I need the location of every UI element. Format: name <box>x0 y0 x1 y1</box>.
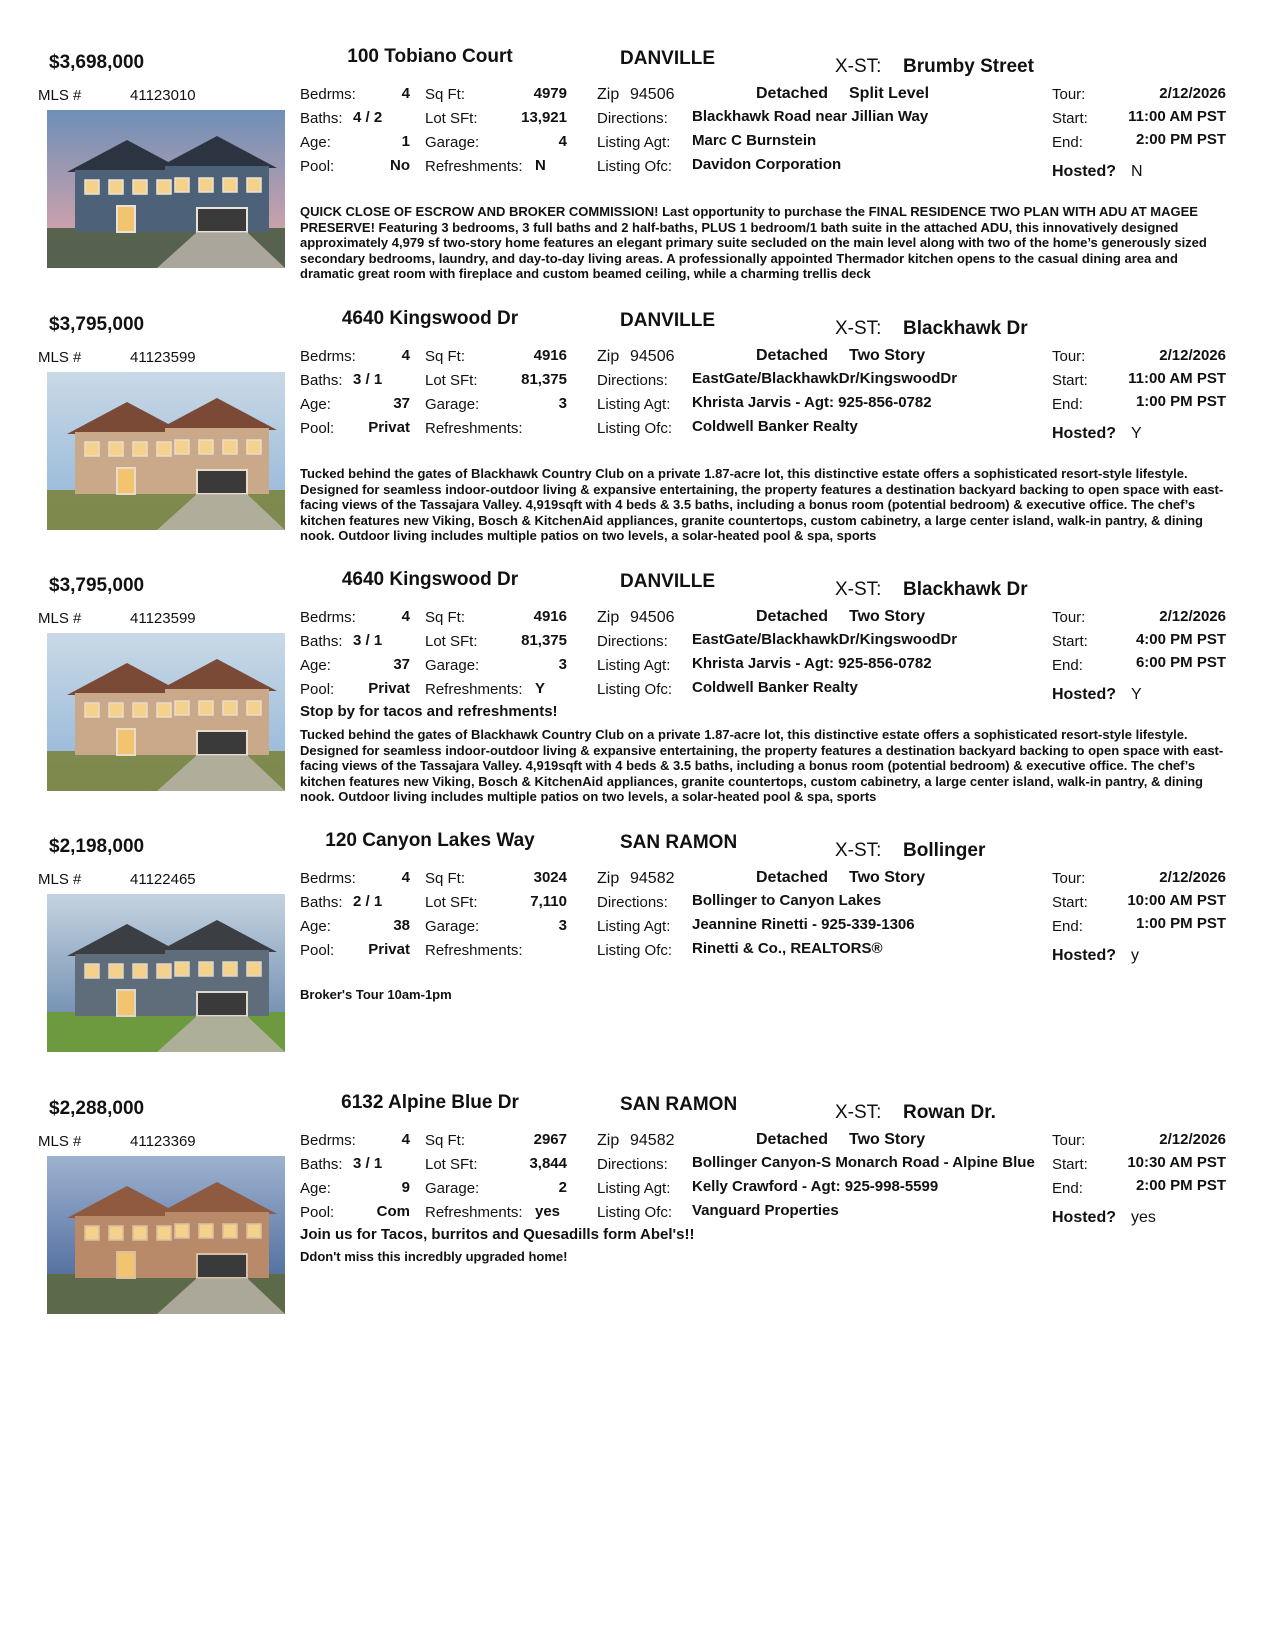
office-label: Listing Ofc: <box>597 420 673 437</box>
end-time: 2:00 PM PST <box>1135 1177 1226 1194</box>
office-label: Listing Ofc: <box>597 1204 673 1221</box>
listing-remarks: Tucked behind the gates of Blackhawk Country Club on a private 1.87-acre lot, this distinctive estate offers a sophisticated resort-style lifestyle. Designed for seamless indoor-outdoor living & expansive entertaining, the property features a destination backyard backing to open space with east-facing views of the Tassajara Valley. 4,919sqft with 4 beds & 3.5 baths, including a bonus room (potential bedroom) & executive office. The chef’s kitchen features new Viking, Bosch & KitchenAid appliances, granite countertops, custom cabinetry, a large center island, walk-in pantry, & dining nook. Outdoor living includes multiple patios on two levels, a solar-heated pool & spa, sports <box>300 727 1224 804</box>
bedrooms-label: Bedrms: <box>300 609 356 626</box>
tour-label: Tour: <box>1052 870 1086 887</box>
office-label: Listing Ofc: <box>597 158 673 175</box>
cross-street-value: Bollinger <box>903 840 986 861</box>
start-time: 11:00 AM PST <box>1128 370 1226 387</box>
hosted-value: Y <box>1131 686 1142 703</box>
lot-label: Lot SFt: <box>425 894 478 911</box>
garage-label: Garage: <box>425 918 480 935</box>
garage-value: 3 <box>558 656 567 673</box>
lot-value: 7,110 <box>530 893 567 910</box>
sqft-label: Sq Ft: <box>425 609 466 626</box>
property-style: Two Story <box>849 608 926 625</box>
end-label: End: <box>1052 1180 1083 1197</box>
listing-price: $3,698,000 <box>49 52 145 73</box>
tour-note-secondary: Ddon't miss this incredbly upgraded home! <box>300 1249 568 1264</box>
age-value: 38 <box>393 917 410 934</box>
zip-label: Zip <box>597 86 620 103</box>
listing-card <box>0 826 1275 1086</box>
agent-value: Jeannine Rinetti - 925-339-1306 <box>692 916 915 933</box>
mls-label: MLS # <box>38 1133 82 1150</box>
baths-label: Baths: <box>300 1156 343 1173</box>
start-label: Start: <box>1052 110 1088 127</box>
agent-label: Listing Agt: <box>597 134 671 151</box>
bedrooms-value: 4 <box>401 869 410 886</box>
listing-price: $2,198,000 <box>49 836 145 857</box>
listing-price: $2,288,000 <box>49 1098 145 1119</box>
directions-value: Blackhawk Road near Jillian Way <box>692 108 929 125</box>
property-photo[interactable] <box>47 110 285 268</box>
sqft-label: Sq Ft: <box>425 870 466 887</box>
age-value: 1 <box>401 133 410 150</box>
lot-label: Lot SFt: <box>425 372 478 389</box>
lot-label: Lot SFt: <box>425 1156 478 1173</box>
zip-label: Zip <box>597 348 620 365</box>
mls-number: 41123599 <box>130 349 196 366</box>
mls-number: 41123369 <box>130 1133 196 1150</box>
start-label: Start: <box>1052 894 1088 911</box>
property-type: Detached <box>756 85 829 102</box>
tour-note-secondary: Broker's Tour 10am-1pm <box>300 987 452 1002</box>
start-label: Start: <box>1052 372 1088 389</box>
zip-label: Zip <box>597 870 620 887</box>
listing-address: 100 Tobiano Court <box>347 46 513 67</box>
hosted-value: yes <box>1131 1209 1156 1226</box>
garage-label: Garage: <box>425 1180 480 1197</box>
bedrooms-value: 4 <box>401 347 410 364</box>
garage-value: 2 <box>558 1179 567 1196</box>
agent-value: Marc C Burnstein <box>692 132 817 149</box>
listing-address: 120 Canyon Lakes Way <box>325 830 535 851</box>
cross-street-label: X-ST: <box>835 840 882 861</box>
listing-price: $3,795,000 <box>49 314 145 335</box>
office-value: Rinetti & Co., REALTORS® <box>692 940 883 957</box>
cross-street-label: X-ST: <box>835 579 882 600</box>
refreshments-label: Refreshments: <box>425 158 523 175</box>
pool-label: Pool: <box>300 942 335 959</box>
agent-label: Listing Agt: <box>597 657 671 674</box>
directions-label: Directions: <box>597 372 668 389</box>
baths-label: Baths: <box>300 372 343 389</box>
bedrooms-label: Bedrms: <box>300 86 356 103</box>
baths-label: Baths: <box>300 894 343 911</box>
end-label: End: <box>1052 396 1083 413</box>
hosted-label: Hosted? <box>1052 947 1116 964</box>
age-value: 37 <box>393 656 410 673</box>
tour-date: 2/12/2026 <box>1159 608 1226 625</box>
directions-value: EastGate/BlackhawkDr/KingswoodDr <box>692 631 958 648</box>
age-label: Age: <box>300 657 331 674</box>
bedrooms-value: 4 <box>401 1131 410 1148</box>
hosted-label: Hosted? <box>1052 163 1116 180</box>
pool-value: Privat <box>368 941 410 958</box>
tour-date: 2/12/2026 <box>1159 1131 1226 1148</box>
lot-value: 3,844 <box>529 1155 567 1172</box>
garage-value: 3 <box>558 917 567 934</box>
sqft-value: 4916 <box>533 347 567 364</box>
tour-label: Tour: <box>1052 86 1086 103</box>
start-time: 11:00 AM PST <box>1128 108 1226 125</box>
office-label: Listing Ofc: <box>597 942 673 959</box>
garage-label: Garage: <box>425 396 480 413</box>
cross-street-value: Blackhawk Dr <box>903 579 1028 600</box>
bedrooms-value: 4 <box>401 608 410 625</box>
hosted-value: N <box>1131 163 1143 180</box>
agent-value: Khrista Jarvis - Agt: 925-856-0782 <box>692 655 932 672</box>
pool-label: Pool: <box>300 420 335 437</box>
cross-street-value: Rowan Dr. <box>903 1102 996 1123</box>
end-time: 2:00 PM PST <box>1135 131 1226 148</box>
bedrooms-label: Bedrms: <box>300 1132 356 1149</box>
lot-value: 13,921 <box>521 109 567 126</box>
sqft-value: 4979 <box>533 85 567 102</box>
pool-value: Privat <box>368 419 410 436</box>
property-photo[interactable] <box>47 1156 285 1314</box>
office-label: Listing Ofc: <box>597 681 673 698</box>
tour-note: Join us for Tacos, burritos and Quesadills form Abel's!! <box>300 1226 695 1243</box>
end-time: 1:00 PM PST <box>1135 393 1226 410</box>
agent-label: Listing Agt: <box>597 1180 671 1197</box>
property-type: Detached <box>756 608 829 625</box>
garage-label: Garage: <box>425 657 480 674</box>
tour-date: 2/12/2026 <box>1159 347 1226 364</box>
age-value: 37 <box>393 395 410 412</box>
start-time: 10:00 AM PST <box>1127 892 1226 909</box>
mls-label: MLS # <box>38 871 82 888</box>
zip-value: 94506 <box>630 609 675 626</box>
tour-note: Stop by for tacos and refreshments! <box>300 703 558 720</box>
lot-label: Lot SFt: <box>425 633 478 650</box>
listing-remarks: Tucked behind the gates of Blackhawk Country Club on a private 1.87-acre lot, this distinctive estate offers a sophisticated resort-style lifestyle. Designed for seamless indoor-outdoor living & expansive entertaining, the property features a destination backyard backing to open space with east-facing views of the Tassajara Valley. 4,919sqft with 4 beds & 3.5 baths, including a bonus room (potential bedroom) & executive office. The chef’s kitchen features new Viking, Bosch & KitchenAid appliances, granite countertops, custom cabinetry, a large center island, walk-in pantry, & dining nook. Outdoor living includes multiple patios on two levels, a solar-heated pool & spa, sports <box>300 466 1224 543</box>
age-label: Age: <box>300 918 331 935</box>
baths-label: Baths: <box>300 633 343 650</box>
directions-label: Directions: <box>597 1156 668 1173</box>
listing-address: 4640 Kingswood Dr <box>341 569 519 590</box>
bedrooms-label: Bedrms: <box>300 870 356 887</box>
agent-value: Khrista Jarvis - Agt: 925-856-0782 <box>692 394 932 411</box>
listing-card <box>0 1088 1275 1348</box>
baths-value: 4 / 2 <box>353 109 383 126</box>
refreshments-label: Refreshments: <box>425 942 523 959</box>
property-photo[interactable] <box>47 894 285 1052</box>
listing-card <box>0 304 1275 564</box>
refreshments-value: N <box>535 157 546 174</box>
listing-address: 6132 Alpine Blue Dr <box>341 1092 519 1113</box>
age-label: Age: <box>300 134 331 151</box>
zip-value: 94506 <box>630 86 675 103</box>
zip-value: 94582 <box>630 870 675 887</box>
pool-value: No <box>390 157 410 174</box>
directions-label: Directions: <box>597 894 668 911</box>
zip-value: 94506 <box>630 348 675 365</box>
refreshments-label: Refreshments: <box>425 1204 523 1221</box>
property-style: Split Level <box>849 85 930 102</box>
lot-value: 81,375 <box>521 371 567 388</box>
mls-number: 41122465 <box>130 871 196 888</box>
hosted-label: Hosted? <box>1052 1209 1116 1226</box>
office-value: Vanguard Properties <box>692 1202 839 1219</box>
zip-value: 94582 <box>630 1132 675 1149</box>
property-style: Two Story <box>849 1131 926 1148</box>
property-photo[interactable] <box>47 633 285 791</box>
cross-street-label: X-ST: <box>835 318 882 339</box>
pool-label: Pool: <box>300 1204 335 1221</box>
sqft-value: 4916 <box>533 608 567 625</box>
lot-label: Lot SFt: <box>425 110 478 127</box>
start-time: 10:30 AM PST <box>1127 1154 1226 1171</box>
refreshments-value: Y <box>535 680 546 697</box>
age-label: Age: <box>300 396 331 413</box>
cross-street-value: Brumby Street <box>903 56 1034 77</box>
tour-date: 2/12/2026 <box>1159 85 1226 102</box>
office-value: Coldwell Banker Realty <box>692 679 858 696</box>
end-time: 1:00 PM PST <box>1135 915 1226 932</box>
mls-label: MLS # <box>38 610 82 627</box>
tour-label: Tour: <box>1052 609 1086 626</box>
sqft-value: 2967 <box>533 1131 567 1148</box>
garage-value: 4 <box>558 133 567 150</box>
hosted-value: Y <box>1131 425 1142 442</box>
refreshments-label: Refreshments: <box>425 681 523 698</box>
listing-city: DANVILLE <box>620 310 715 331</box>
listing-city: DANVILLE <box>620 571 715 592</box>
start-label: Start: <box>1052 633 1088 650</box>
baths-label: Baths: <box>300 110 343 127</box>
start-time: 4:00 PM PST <box>1135 631 1226 648</box>
listing-city: SAN RAMON <box>620 832 738 853</box>
zip-label: Zip <box>597 609 620 626</box>
mls-number: 41123010 <box>130 87 196 104</box>
baths-value: 3 / 1 <box>353 371 383 388</box>
listing-city: SAN RAMON <box>620 1094 738 1115</box>
directions-value: Bollinger to Canyon Lakes <box>692 892 882 909</box>
bedrooms-value: 4 <box>401 85 410 102</box>
property-type: Detached <box>756 347 829 364</box>
pool-value: Com <box>376 1203 410 1220</box>
cross-street-label: X-ST: <box>835 56 882 77</box>
listing-remarks <box>300 1250 1230 1327</box>
office-value: Davidon Corporation <box>692 156 842 173</box>
listing-city: DANVILLE <box>620 48 715 69</box>
sqft-label: Sq Ft: <box>425 86 466 103</box>
sqft-label: Sq Ft: <box>425 1132 466 1149</box>
agent-label: Listing Agt: <box>597 396 671 413</box>
listing-address: 4640 Kingswood Dr <box>341 308 519 329</box>
directions-label: Directions: <box>597 633 668 650</box>
cross-street-value: Blackhawk Dr <box>903 318 1028 339</box>
garage-label: Garage: <box>425 134 480 151</box>
hosted-label: Hosted? <box>1052 686 1116 703</box>
end-label: End: <box>1052 657 1083 674</box>
lot-value: 81,375 <box>521 632 567 649</box>
property-style: Two Story <box>849 347 926 364</box>
start-label: Start: <box>1052 1156 1088 1173</box>
refreshments-value: yes <box>535 1203 561 1220</box>
pool-label: Pool: <box>300 681 335 698</box>
bedrooms-label: Bedrms: <box>300 348 356 365</box>
hosted-label: Hosted? <box>1052 425 1116 442</box>
zip-label: Zip <box>597 1132 620 1149</box>
listing-remarks <box>300 988 1230 1065</box>
directions-value: Bollinger Canyon-S Monarch Road - Alpine Blue <box>692 1154 1035 1171</box>
baths-value: 3 / 1 <box>353 1155 383 1172</box>
mls-number: 41123599 <box>130 610 196 627</box>
tour-date: 2/12/2026 <box>1159 869 1226 886</box>
end-label: End: <box>1052 918 1083 935</box>
tour-label: Tour: <box>1052 1132 1086 1149</box>
agent-label: Listing Agt: <box>597 918 671 935</box>
property-type: Detached <box>756 1131 829 1148</box>
pool-label: Pool: <box>300 158 335 175</box>
agent-value: Kelly Crawford - Agt: 925-998-5599 <box>692 1178 939 1195</box>
sqft-value: 3024 <box>533 869 567 886</box>
refreshments-label: Refreshments: <box>425 420 523 437</box>
mls-label: MLS # <box>38 349 82 366</box>
property-type: Detached <box>756 869 829 886</box>
hosted-value: y <box>1131 947 1139 964</box>
office-value: Coldwell Banker Realty <box>692 418 858 435</box>
mls-label: MLS # <box>38 87 82 104</box>
tour-label: Tour: <box>1052 348 1086 365</box>
baths-value: 3 / 1 <box>353 632 383 649</box>
property-style: Two Story <box>849 869 926 886</box>
pool-value: Privat <box>368 680 410 697</box>
age-label: Age: <box>300 1180 331 1197</box>
directions-value: EastGate/BlackhawkDr/KingswoodDr <box>692 370 958 387</box>
listing-remarks: QUICK CLOSE OF ESCROW AND BROKER COMMISSION! Last opportunity to purchase the FINAL RESIDENCE TWO PLAN WITH ADU AT MAGEE PRESERVE! Featuring 3 bedrooms, 3 full baths and 2 half-baths, PLUS 1 bedroom/1 bath suite in the attached ADU, this innovatively designed approximately 4,979 sf two-story home features an elegant primary suite secluded on the main level along with two of the home’s generously sized secondary bedrooms, laundry, and day-to-day living areas. A professionally appointed Thermador kitchen opens to the casual dining area and dramatic great room with fireplace and custom beamed ceiling, while a charming trellis deck <box>300 204 1207 281</box>
sqft-label: Sq Ft: <box>425 348 466 365</box>
directions-label: Directions: <box>597 110 668 127</box>
garage-value: 3 <box>558 395 567 412</box>
baths-value: 2 / 1 <box>353 893 383 910</box>
cross-street-label: X-ST: <box>835 1102 882 1123</box>
listing-price: $3,795,000 <box>49 575 145 596</box>
end-time: 6:00 PM PST <box>1135 654 1226 671</box>
listing-card <box>0 42 1275 302</box>
listing-card <box>0 565 1275 825</box>
age-value: 9 <box>401 1179 410 1196</box>
end-label: End: <box>1052 134 1083 151</box>
property-photo[interactable] <box>47 372 285 530</box>
